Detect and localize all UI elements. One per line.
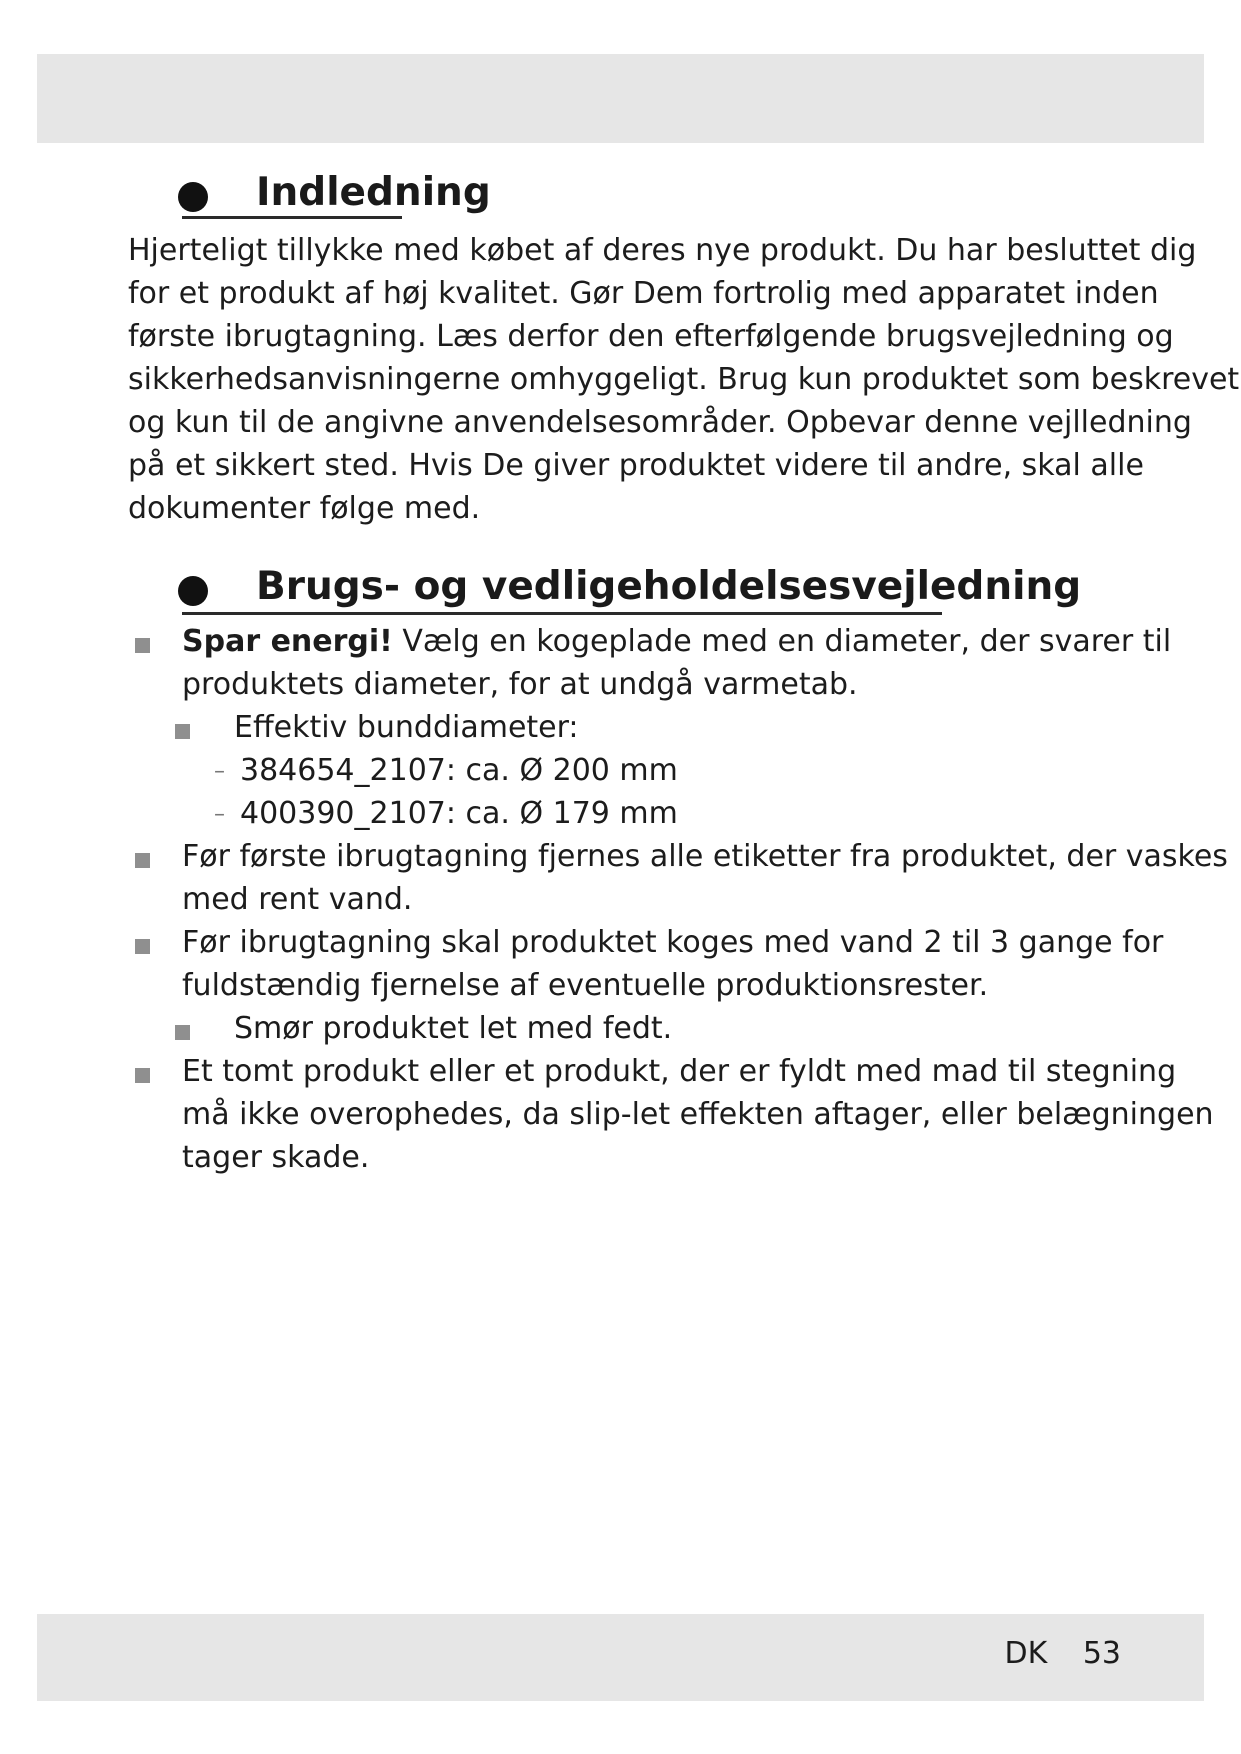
list-item-text: Før ibrugtagning skal produktet koges med vand 2 til 3 gange for xyxy=(182,925,1164,960)
header-band xyxy=(37,54,1204,143)
page-footer xyxy=(1004,1636,1121,1671)
square-bullet-icon xyxy=(175,1025,190,1040)
dash-marker: – xyxy=(214,759,225,784)
square-bullet-icon xyxy=(175,724,190,739)
square-bullet-icon xyxy=(135,1068,150,1083)
square-bullet-icon xyxy=(135,638,150,653)
paragraph-line: Hjerteligt tillykke med købet af deres nye produkt. Du har besluttet dig xyxy=(128,233,1197,268)
heading-underline xyxy=(182,216,402,219)
dash-item-text: 400390_2107: ca. Ø 179 mm xyxy=(240,796,678,831)
intro-paragraph xyxy=(128,229,1240,530)
page-number: 53 xyxy=(1082,1636,1121,1671)
paragraph-line: sikkerhedsanvisningerne omhyggeligt. Brug kun produktet som beskrevet xyxy=(128,362,1240,397)
dash-marker: – xyxy=(214,802,225,827)
paragraph-line: og kun til de angivne anvendelsesområder. Opbevar denne vejlledning xyxy=(128,405,1192,440)
paragraph-line: første ibrugtagning. Læs derfor den efterfølgende brugsvejledning og xyxy=(128,319,1174,354)
language-code: DK xyxy=(1004,1636,1048,1671)
emphasis-text: Spar energi! xyxy=(182,624,393,659)
list-item-text: Før første ibrugtagning fjernes alle etiketter fra produktet, der vaskes xyxy=(182,839,1228,874)
paragraph-line: dokumenter følge med. xyxy=(128,491,481,526)
section-title: Indledning xyxy=(256,170,491,215)
dash-item-text: 384654_2107: ca. Ø 200 mm xyxy=(240,753,678,788)
bullet-dot-icon xyxy=(178,182,208,212)
list-item-text: med rent vand. xyxy=(182,882,413,917)
list-item-text: Et tomt produkt eller et produkt, der er fyldt med mad til stegning xyxy=(182,1054,1177,1089)
paragraph-line: for et produkt af høj kvalitet. Gør Dem fortrolig med apparatet inden xyxy=(128,276,1159,311)
square-bullet-icon xyxy=(135,939,150,954)
list-item-text: må ikke overophedes, da slip-let effekten aftager, eller belægningen xyxy=(182,1097,1214,1132)
square-bullet-icon xyxy=(135,853,150,868)
sub-item-text: Effektiv bunddiameter: xyxy=(234,710,579,745)
section-title: Brugs- og vedligeholdelsesvejledning xyxy=(256,564,1082,609)
list-item-text: fuldstændig fjernelse af eventuelle produktionsrester. xyxy=(182,968,989,1003)
paragraph-line: på et sikkert sted. Hvis De giver produktet videre til andre, skal alle xyxy=(128,448,1144,483)
heading-underline xyxy=(182,612,942,615)
bullet-dot-icon xyxy=(178,576,208,606)
list-item-text: Vælg en kogeplade med en diameter, der svarer til xyxy=(392,624,1172,659)
sub-item-text: Smør produktet let med fedt. xyxy=(234,1011,673,1046)
list-item-text: tager skade. xyxy=(182,1140,370,1175)
list-item-text: produktets diameter, for at undgå varmetab. xyxy=(182,667,858,702)
